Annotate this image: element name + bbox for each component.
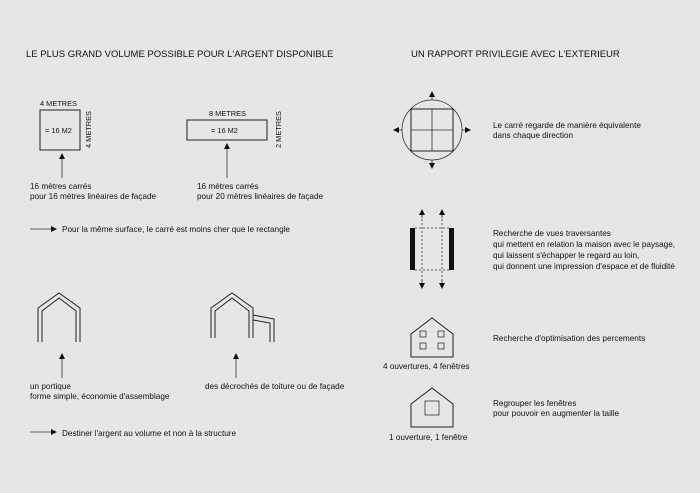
square-views-diagram: [394, 92, 470, 168]
window-icon: [438, 331, 444, 337]
left-title: LE PLUS GRAND VOLUME POSSIBLE POUR L'ARGENT DISPONIBLE: [26, 49, 334, 60]
square-height-label: 4 METRES: [84, 111, 93, 148]
window-icon: [425, 401, 439, 415]
square-caption-1: 16 mètres carrés: [30, 182, 92, 191]
item-2-line-2: qui mettent en relation la maison avec le paysage,: [493, 240, 676, 249]
house-outline: [411, 318, 453, 357]
square-diagram: [30, 99, 157, 201]
item-4-line-2: pour pouvoir en augmenter la taille: [493, 409, 620, 418]
house-four-windows: [411, 318, 453, 357]
portique-caption-2: forme simple, économie d'assemblage: [30, 392, 170, 401]
item-4-line-1: Regrouper les fenêtres: [493, 399, 577, 408]
rectangle-area-label: = 16 M2: [211, 126, 238, 135]
rectangle-width-label: 8 METRES: [209, 109, 246, 118]
wall-right: [449, 228, 454, 270]
house-outline: [411, 388, 453, 427]
decroche-caption-1: des décrochés de toiture ou de façade: [205, 382, 345, 391]
window-icon: [438, 343, 444, 349]
rectangle-caption-1: 16 mètres carrés: [197, 182, 259, 191]
wall-left: [410, 228, 415, 270]
conclusion-1-text: Pour la même surface, le carré est moins cher que le rectangle: [62, 225, 290, 234]
item-2-line-3: qui laissent s'échapper le regard au loin,: [493, 251, 640, 260]
rectangle-diagram: [187, 109, 324, 201]
house-one-window: [411, 388, 453, 427]
through-views-diagram: [410, 210, 454, 288]
item-1-line-1: Le carré regarde de manière équivalente: [493, 121, 641, 130]
rectangle-height-label: 2 METRES: [274, 111, 283, 148]
square-width-label: 4 METRES: [40, 99, 77, 108]
window-icon: [420, 331, 426, 337]
item-3-text: Recherche d'optimisation des percements: [493, 334, 646, 343]
square-caption-2: pour 16 mètres linéaires de façade: [30, 192, 157, 201]
house-four-caption: 4 ouvertures, 4 fenêtres: [383, 362, 470, 371]
rectangle-caption-2: pour 20 mètres linéaires de façade: [197, 192, 324, 201]
right-title: UN RAPPORT PRIVILEGIE AVEC L'EXTERIEUR: [411, 49, 620, 60]
decroche-diagram: [205, 293, 345, 391]
square-area-label: = 16 M2: [45, 126, 72, 135]
house-one-caption: 1 ouverture, 1 fenêtre: [389, 433, 468, 442]
item-2-line-4: qui donnent une impression d'espace et de fluidité: [493, 262, 675, 271]
portique-diagram: [30, 293, 170, 401]
portique-caption-1: un portique: [30, 382, 71, 391]
window-icon: [420, 343, 426, 349]
item-2-line-1: Recherche de vues traversantes: [493, 229, 611, 238]
conclusion-2-text: Destiner l'argent au volume et non à la structure: [62, 429, 237, 438]
item-1-line-2: dans chaque direction: [493, 131, 574, 140]
